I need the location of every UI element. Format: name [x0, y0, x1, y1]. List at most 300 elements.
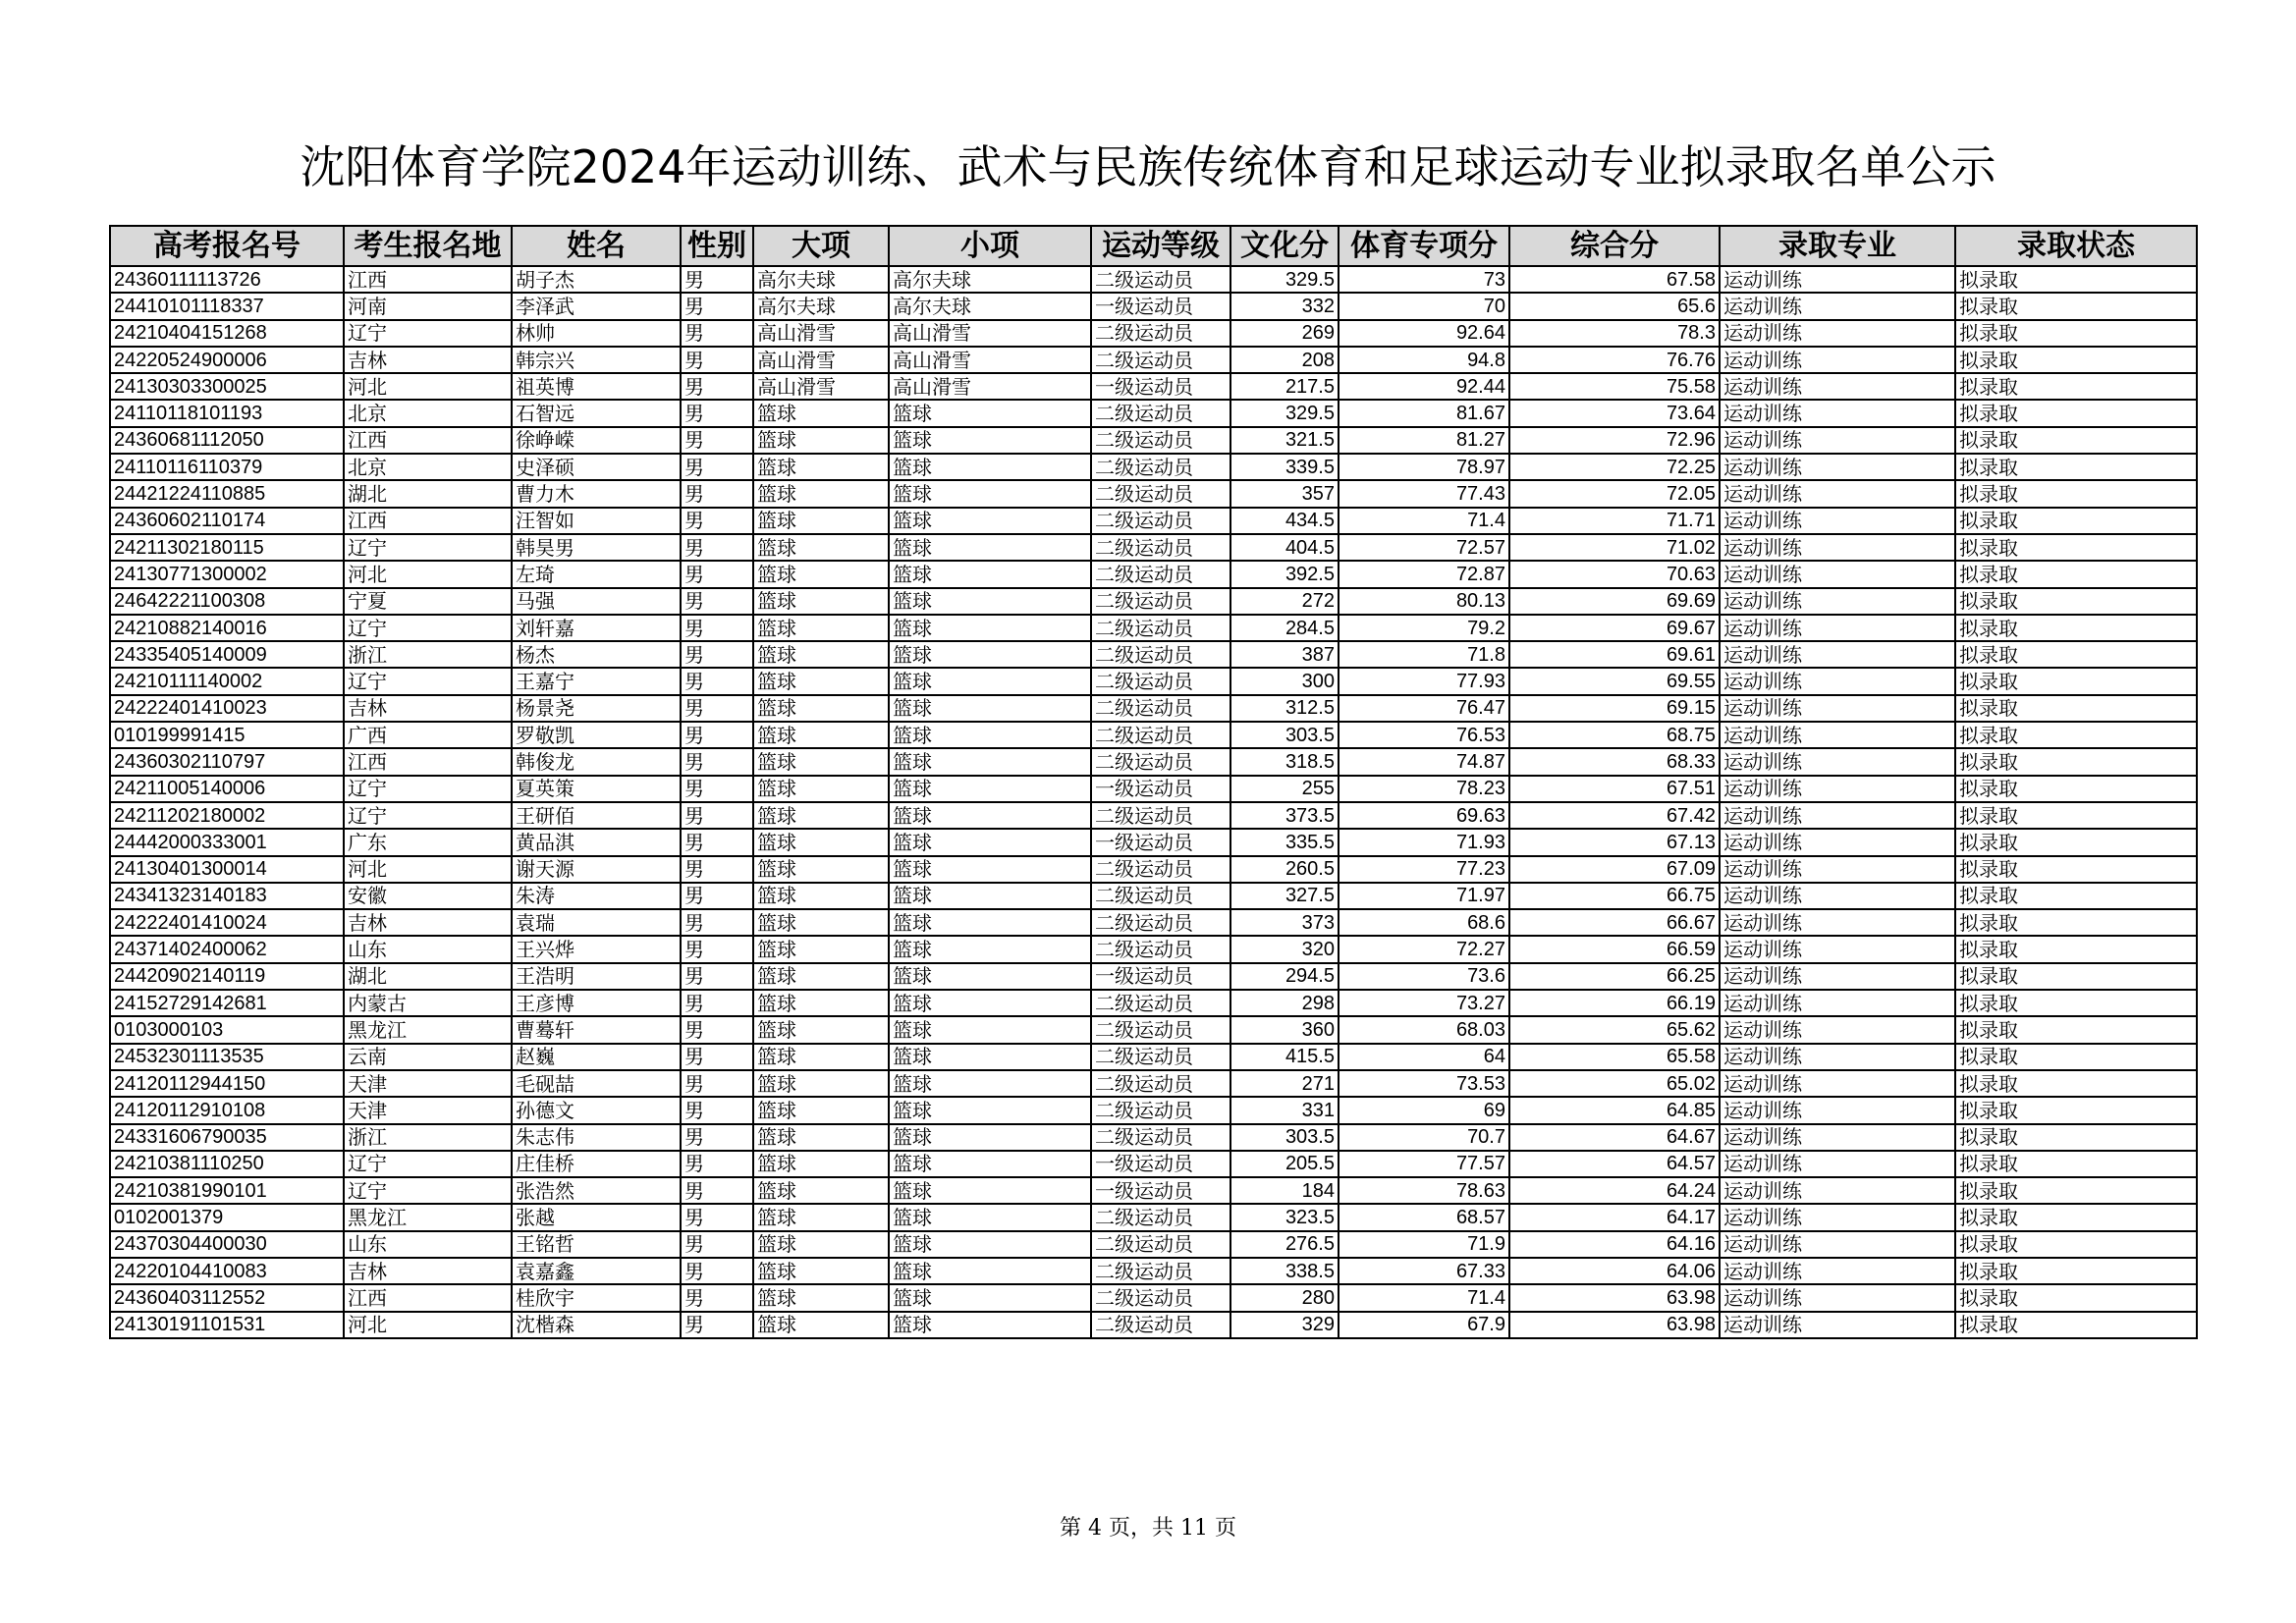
cell-total-score: 68.75	[1509, 722, 1720, 748]
cell-name: 杨景尧	[512, 695, 681, 722]
cell-name: 沈楷森	[512, 1312, 681, 1338]
table-row	[110, 990, 2197, 1016]
table-row	[110, 1016, 2197, 1043]
cell-exam-id: 24120112910108	[110, 1097, 344, 1123]
cell-status: 拟录取	[1955, 1204, 2197, 1230]
header-cell-event: 小项	[889, 226, 1091, 266]
cell-sport: 篮球	[753, 883, 889, 909]
cell-name: 黄品淇	[512, 829, 681, 855]
cell-level: 一级运动员	[1091, 1151, 1230, 1177]
cell-event: 篮球	[889, 1284, 1091, 1311]
cell-exam-id: 24222401410024	[110, 909, 344, 936]
cell-region: 天津	[344, 1070, 512, 1097]
cell-name: 曹力木	[512, 480, 681, 507]
cell-name: 朱志伟	[512, 1124, 681, 1151]
cell-exam-id: 24120112944150	[110, 1070, 344, 1097]
cell-sport: 篮球	[753, 802, 889, 829]
cell-name: 胡子杰	[512, 266, 681, 293]
cell-sport: 篮球	[753, 561, 889, 587]
cell-level: 二级运动员	[1091, 1097, 1230, 1123]
cell-status: 拟录取	[1955, 883, 2197, 909]
cell-exam-id: 24210111140002	[110, 668, 344, 694]
cell-total-score: 70.63	[1509, 561, 1720, 587]
cell-gender: 男	[681, 400, 753, 426]
cell-total-score: 69.55	[1509, 668, 1720, 694]
cell-event: 篮球	[889, 534, 1091, 561]
cell-status: 拟录取	[1955, 347, 2197, 373]
cell-region: 浙江	[344, 1124, 512, 1151]
cell-event: 篮球	[889, 427, 1091, 454]
header-cell-gender: 性别	[681, 226, 753, 266]
cell-event: 篮球	[889, 508, 1091, 534]
cell-sport-score: 92.44	[1339, 373, 1509, 400]
cell-sport-score: 78.23	[1339, 776, 1509, 802]
page-title: 沈阳体育学院2024年运动训练、武术与民族传统体育和足球运动专业拟录取名单公示	[300, 140, 1996, 193]
cell-level: 二级运动员	[1091, 615, 1230, 641]
cell-total-score: 64.67	[1509, 1124, 1720, 1151]
cell-level: 二级运动员	[1091, 266, 1230, 293]
cell-name: 夏英策	[512, 776, 681, 802]
cell-event: 篮球	[889, 1151, 1091, 1177]
cell-total-score: 69.15	[1509, 695, 1720, 722]
cell-level: 二级运动员	[1091, 936, 1230, 962]
table-row	[110, 561, 2197, 587]
cell-culture-score: 332	[1230, 293, 1339, 319]
cell-sport-score: 68.6	[1339, 909, 1509, 936]
table-row	[110, 534, 2197, 561]
table-row	[110, 615, 2197, 641]
cell-culture-score: 208	[1230, 347, 1339, 373]
cell-major: 运动训练	[1720, 561, 1955, 587]
cell-level: 一级运动员	[1091, 829, 1230, 855]
cell-exam-id: 24371402400062	[110, 936, 344, 962]
cell-level: 二级运动员	[1091, 802, 1230, 829]
table-row	[110, 829, 2197, 855]
cell-sport: 篮球	[753, 722, 889, 748]
cell-region: 辽宁	[344, 320, 512, 347]
table-row	[110, 776, 2197, 802]
cell-total-score: 65.58	[1509, 1044, 1720, 1070]
cell-total-score: 68.33	[1509, 748, 1720, 775]
cell-culture-score: 318.5	[1230, 748, 1339, 775]
cell-sport: 篮球	[753, 695, 889, 722]
cell-culture-score: 373.5	[1230, 802, 1339, 829]
cell-region: 辽宁	[344, 534, 512, 561]
header-cell-level: 运动等级	[1091, 226, 1230, 266]
cell-gender: 男	[681, 508, 753, 534]
cell-major: 运动训练	[1720, 1231, 1955, 1258]
cell-region: 内蒙古	[344, 990, 512, 1016]
cell-sport-score: 71.93	[1339, 829, 1509, 855]
cell-sport: 篮球	[753, 936, 889, 962]
cell-gender: 男	[681, 802, 753, 829]
cell-culture-score: 298	[1230, 990, 1339, 1016]
cell-level: 一级运动员	[1091, 776, 1230, 802]
cell-event: 篮球	[889, 1124, 1091, 1151]
cell-gender: 男	[681, 1097, 753, 1123]
cell-total-score: 64.85	[1509, 1097, 1720, 1123]
cell-total-score: 65.62	[1509, 1016, 1720, 1043]
cell-gender: 男	[681, 454, 753, 480]
cell-region: 安徽	[344, 883, 512, 909]
cell-name: 韩昊男	[512, 534, 681, 561]
cell-gender: 男	[681, 480, 753, 507]
cell-exam-id: 0102001379	[110, 1204, 344, 1230]
cell-name: 朱涛	[512, 883, 681, 909]
cell-exam-id: 24421224110885	[110, 480, 344, 507]
cell-sport-score: 73.27	[1339, 990, 1509, 1016]
cell-culture-score: 205.5	[1230, 1151, 1339, 1177]
cell-major: 运动训练	[1720, 936, 1955, 962]
cell-sport-score: 76.47	[1339, 695, 1509, 722]
cell-sport: 篮球	[753, 427, 889, 454]
cell-event: 篮球	[889, 1097, 1091, 1123]
cell-gender: 男	[681, 722, 753, 748]
cell-event: 篮球	[889, 400, 1091, 426]
cell-exam-id: 010199991415	[110, 722, 344, 748]
header-cell-sport-score: 体育专项分	[1339, 226, 1509, 266]
cell-sport: 篮球	[753, 963, 889, 990]
cell-major: 运动训练	[1720, 748, 1955, 775]
cell-sport: 篮球	[753, 1070, 889, 1097]
header-cell-status: 录取状态	[1955, 226, 2197, 266]
cell-culture-score: 339.5	[1230, 454, 1339, 480]
cell-culture-score: 360	[1230, 1016, 1339, 1043]
cell-sport: 篮球	[753, 1258, 889, 1284]
cell-region: 辽宁	[344, 776, 512, 802]
cell-name: 王嘉宁	[512, 668, 681, 694]
cell-region: 江西	[344, 1284, 512, 1311]
cell-culture-score: 415.5	[1230, 1044, 1339, 1070]
cell-culture-score: 269	[1230, 320, 1339, 347]
cell-sport-score: 68.03	[1339, 1016, 1509, 1043]
cell-exam-id: 0103000103	[110, 1016, 344, 1043]
cell-sport-score: 79.2	[1339, 615, 1509, 641]
cell-level: 二级运动员	[1091, 480, 1230, 507]
cell-name: 罗敬凯	[512, 722, 681, 748]
cell-total-score: 72.05	[1509, 480, 1720, 507]
admission-table	[109, 225, 2198, 1339]
cell-culture-score: 392.5	[1230, 561, 1339, 587]
page-footer: 第 4 页，共 11 页	[1060, 1516, 1236, 1541]
cell-sport-score: 78.63	[1339, 1177, 1509, 1204]
cell-gender: 男	[681, 1204, 753, 1230]
cell-sport: 篮球	[753, 829, 889, 855]
cell-sport: 篮球	[753, 641, 889, 668]
cell-major: 运动训练	[1720, 1284, 1955, 1311]
cell-name: 王兴烨	[512, 936, 681, 962]
cell-major: 运动训练	[1720, 776, 1955, 802]
cell-event: 篮球	[889, 829, 1091, 855]
cell-name: 王浩明	[512, 963, 681, 990]
cell-total-score: 71.02	[1509, 534, 1720, 561]
table-row	[110, 427, 2197, 454]
cell-status: 拟录取	[1955, 748, 2197, 775]
cell-sport: 篮球	[753, 748, 889, 775]
cell-event: 篮球	[889, 963, 1091, 990]
cell-sport-score: 69	[1339, 1097, 1509, 1123]
cell-sport-score: 70	[1339, 293, 1509, 319]
cell-level: 二级运动员	[1091, 534, 1230, 561]
cell-culture-score: 320	[1230, 936, 1339, 962]
cell-name: 李泽武	[512, 293, 681, 319]
cell-exam-id: 24211005140006	[110, 776, 344, 802]
cell-exam-id: 24360302110797	[110, 748, 344, 775]
cell-region: 天津	[344, 1097, 512, 1123]
cell-sport-score: 74.87	[1339, 748, 1509, 775]
header-cell-name: 姓名	[512, 226, 681, 266]
cell-major: 运动训练	[1720, 588, 1955, 615]
cell-sport-score: 73.53	[1339, 1070, 1509, 1097]
cell-event: 篮球	[889, 1204, 1091, 1230]
cell-level: 二级运动员	[1091, 1284, 1230, 1311]
cell-gender: 男	[681, 293, 753, 319]
cell-total-score: 73.64	[1509, 400, 1720, 426]
cell-status: 拟录取	[1955, 668, 2197, 694]
header-cell-exam-id: 高考报名号	[110, 226, 344, 266]
cell-gender: 男	[681, 936, 753, 962]
cell-exam-id: 24360681112050	[110, 427, 344, 454]
cell-exam-id: 24331606790035	[110, 1124, 344, 1151]
cell-exam-id: 24211202180002	[110, 802, 344, 829]
cell-culture-score: 357	[1230, 480, 1339, 507]
cell-total-score: 63.98	[1509, 1284, 1720, 1311]
cell-region: 辽宁	[344, 802, 512, 829]
cell-event: 篮球	[889, 1070, 1091, 1097]
cell-exam-id: 24130303300025	[110, 373, 344, 400]
cell-sport-score: 73.6	[1339, 963, 1509, 990]
cell-culture-score: 303.5	[1230, 722, 1339, 748]
cell-major: 运动训练	[1720, 856, 1955, 883]
cell-event: 篮球	[889, 1044, 1091, 1070]
cell-sport: 篮球	[753, 990, 889, 1016]
cell-event: 篮球	[889, 561, 1091, 587]
cell-level: 二级运动员	[1091, 454, 1230, 480]
cell-name: 桂欣宇	[512, 1284, 681, 1311]
cell-event: 篮球	[889, 1016, 1091, 1043]
cell-exam-id: 24210381990101	[110, 1177, 344, 1204]
cell-gender: 男	[681, 856, 753, 883]
cell-name: 马强	[512, 588, 681, 615]
cell-level: 一级运动员	[1091, 963, 1230, 990]
cell-major: 运动训练	[1720, 320, 1955, 347]
cell-gender: 男	[681, 963, 753, 990]
cell-event: 高山滑雪	[889, 373, 1091, 400]
cell-major: 运动训练	[1720, 990, 1955, 1016]
cell-name: 祖英博	[512, 373, 681, 400]
cell-event: 篮球	[889, 936, 1091, 962]
cell-culture-score: 255	[1230, 776, 1339, 802]
cell-major: 运动训练	[1720, 266, 1955, 293]
cell-total-score: 72.25	[1509, 454, 1720, 480]
cell-name: 刘轩嘉	[512, 615, 681, 641]
cell-major: 运动训练	[1720, 909, 1955, 936]
cell-total-score: 67.51	[1509, 776, 1720, 802]
cell-sport: 高山滑雪	[753, 373, 889, 400]
cell-gender: 男	[681, 641, 753, 668]
table-row	[110, 373, 2197, 400]
cell-culture-score: 327.5	[1230, 883, 1339, 909]
table-row	[110, 1044, 2197, 1070]
cell-name: 汪智如	[512, 508, 681, 534]
cell-sport: 高尔夫球	[753, 266, 889, 293]
cell-region: 辽宁	[344, 1151, 512, 1177]
cell-exam-id: 24420902140119	[110, 963, 344, 990]
cell-sport-score: 68.57	[1339, 1204, 1509, 1230]
cell-name: 杨杰	[512, 641, 681, 668]
cell-event: 篮球	[889, 480, 1091, 507]
cell-level: 二级运动员	[1091, 347, 1230, 373]
header-cell-total-score: 综合分	[1509, 226, 1720, 266]
cell-total-score: 64.24	[1509, 1177, 1720, 1204]
cell-sport-score: 92.64	[1339, 320, 1509, 347]
cell-culture-score: 335.5	[1230, 829, 1339, 855]
cell-gender: 男	[681, 1016, 753, 1043]
cell-event: 高山滑雪	[889, 320, 1091, 347]
cell-level: 一级运动员	[1091, 1177, 1230, 1204]
cell-name: 张浩然	[512, 1177, 681, 1204]
cell-region: 吉林	[344, 347, 512, 373]
cell-region: 河北	[344, 856, 512, 883]
cell-name: 韩宗兴	[512, 347, 681, 373]
cell-total-score: 64.16	[1509, 1231, 1720, 1258]
cell-total-score: 76.76	[1509, 347, 1720, 373]
cell-event: 篮球	[889, 641, 1091, 668]
cell-sport-score: 76.53	[1339, 722, 1509, 748]
cell-sport: 篮球	[753, 1177, 889, 1204]
cell-level: 二级运动员	[1091, 1258, 1230, 1284]
cell-exam-id: 24410101118337	[110, 293, 344, 319]
cell-major: 运动训练	[1720, 480, 1955, 507]
cell-region: 江西	[344, 508, 512, 534]
cell-culture-score: 329.5	[1230, 266, 1339, 293]
cell-sport: 篮球	[753, 400, 889, 426]
cell-culture-score: 284.5	[1230, 615, 1339, 641]
cell-region: 湖北	[344, 480, 512, 507]
cell-status: 拟录取	[1955, 856, 2197, 883]
cell-total-score: 67.58	[1509, 266, 1720, 293]
cell-culture-score: 387	[1230, 641, 1339, 668]
cell-major: 运动训练	[1720, 668, 1955, 694]
cell-status: 拟录取	[1955, 829, 2197, 855]
cell-exam-id: 24532301113535	[110, 1044, 344, 1070]
cell-major: 运动训练	[1720, 1258, 1955, 1284]
cell-name: 左琦	[512, 561, 681, 587]
cell-exam-id: 24130771300002	[110, 561, 344, 587]
cell-status: 拟录取	[1955, 508, 2197, 534]
cell-status: 拟录取	[1955, 1258, 2197, 1284]
cell-total-score: 66.59	[1509, 936, 1720, 962]
cell-major: 运动训练	[1720, 1016, 1955, 1043]
cell-region: 江西	[344, 266, 512, 293]
cell-status: 拟录取	[1955, 373, 2197, 400]
cell-level: 二级运动员	[1091, 748, 1230, 775]
table-row	[110, 1231, 2197, 1258]
header-cell-region: 考生报名地	[344, 226, 512, 266]
cell-status: 拟录取	[1955, 266, 2197, 293]
cell-gender: 男	[681, 1177, 753, 1204]
cell-major: 运动训练	[1720, 347, 1955, 373]
cell-exam-id: 24222401410023	[110, 695, 344, 722]
cell-event: 篮球	[889, 748, 1091, 775]
cell-culture-score: 294.5	[1230, 963, 1339, 990]
cell-sport-score: 69.63	[1339, 802, 1509, 829]
cell-status: 拟录取	[1955, 1231, 2197, 1258]
cell-gender: 男	[681, 534, 753, 561]
cell-gender: 男	[681, 588, 753, 615]
table-body	[110, 266, 2197, 1338]
cell-sport-score: 77.93	[1339, 668, 1509, 694]
cell-event: 高山滑雪	[889, 347, 1091, 373]
cell-sport-score: 71.8	[1339, 641, 1509, 668]
cell-name: 史泽硕	[512, 454, 681, 480]
table-row	[110, 936, 2197, 962]
cell-region: 辽宁	[344, 1177, 512, 1204]
cell-exam-id: 24130401300014	[110, 856, 344, 883]
cell-gender: 男	[681, 776, 753, 802]
cell-level: 二级运动员	[1091, 1204, 1230, 1230]
cell-status: 拟录取	[1955, 588, 2197, 615]
cell-total-score: 64.17	[1509, 1204, 1720, 1230]
table-row	[110, 508, 2197, 534]
cell-sport: 篮球	[753, 856, 889, 883]
cell-culture-score: 323.5	[1230, 1204, 1339, 1230]
cell-level: 二级运动员	[1091, 1016, 1230, 1043]
table-row	[110, 722, 2197, 748]
cell-region: 河北	[344, 561, 512, 587]
cell-major: 运动训练	[1720, 802, 1955, 829]
cell-gender: 男	[681, 615, 753, 641]
table-row	[110, 856, 2197, 883]
cell-sport-score: 73	[1339, 266, 1509, 293]
cell-sport: 篮球	[753, 1284, 889, 1311]
cell-culture-score: 373	[1230, 909, 1339, 936]
cell-gender: 男	[681, 1124, 753, 1151]
cell-gender: 男	[681, 1284, 753, 1311]
table-row	[110, 1070, 2197, 1097]
cell-event: 篮球	[889, 802, 1091, 829]
cell-event: 篮球	[889, 454, 1091, 480]
cell-culture-score: 300	[1230, 668, 1339, 694]
cell-status: 拟录取	[1955, 641, 2197, 668]
cell-region: 河北	[344, 1312, 512, 1338]
cell-status: 拟录取	[1955, 615, 2197, 641]
cell-culture-score: 260.5	[1230, 856, 1339, 883]
cell-sport: 篮球	[753, 1204, 889, 1230]
cell-exam-id: 24211302180115	[110, 534, 344, 561]
cell-status: 拟录取	[1955, 1312, 2197, 1338]
cell-level: 二级运动员	[1091, 1070, 1230, 1097]
cell-culture-score: 312.5	[1230, 695, 1339, 722]
cell-culture-score: 329.5	[1230, 400, 1339, 426]
cell-sport: 高山滑雪	[753, 347, 889, 373]
cell-sport-score: 72.87	[1339, 561, 1509, 587]
cell-status: 拟录取	[1955, 561, 2197, 587]
cell-sport-score: 81.67	[1339, 400, 1509, 426]
cell-event: 高尔夫球	[889, 266, 1091, 293]
cell-status: 拟录取	[1955, 936, 2197, 962]
cell-name: 袁嘉鑫	[512, 1258, 681, 1284]
cell-region: 吉林	[344, 1258, 512, 1284]
cell-sport: 篮球	[753, 1312, 889, 1338]
cell-region: 黑龙江	[344, 1016, 512, 1043]
cell-sport: 篮球	[753, 668, 889, 694]
cell-event: 高尔夫球	[889, 293, 1091, 319]
cell-sport-score: 81.27	[1339, 427, 1509, 454]
header-cell-sport: 大项	[753, 226, 889, 266]
cell-culture-score: 434.5	[1230, 508, 1339, 534]
cell-event: 篮球	[889, 1231, 1091, 1258]
